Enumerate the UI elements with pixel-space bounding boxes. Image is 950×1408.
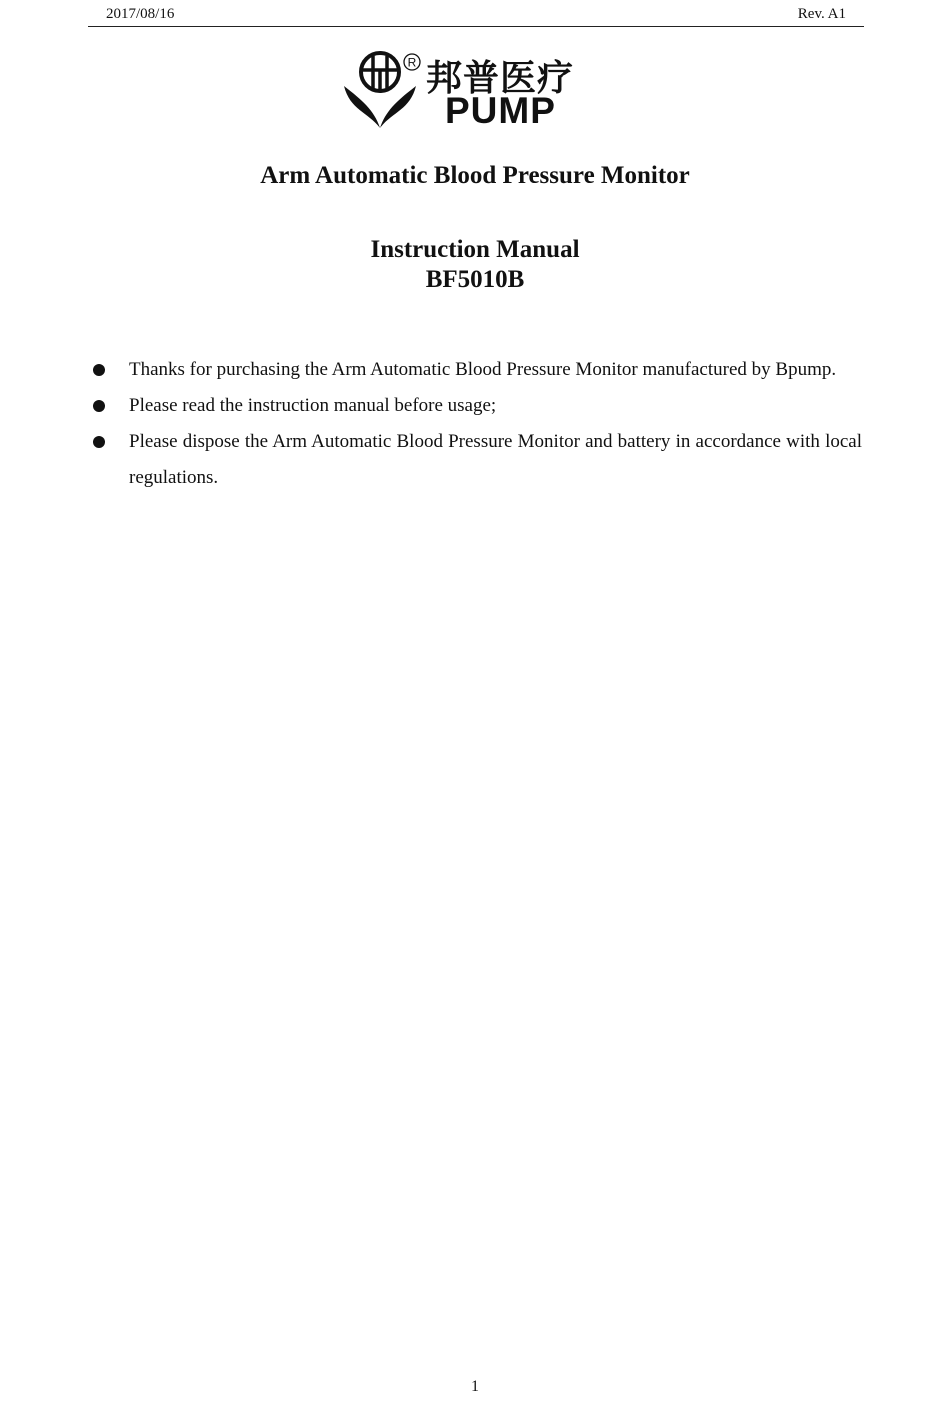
list-item: [88, 424, 862, 496]
list-item-text: Please dispose the Arm Automatic Blood Pressure Monitor and battery in accordance with local regulations.: [129, 431, 862, 488]
pump-logo-emblem-icon: [340, 48, 426, 132]
model-number: BF5010B: [425, 266, 525, 293]
registered-mark: R: [407, 55, 417, 70]
page-number: 1: [471, 1378, 479, 1395]
header-date: 2017/08/16: [106, 6, 175, 22]
pump-logo: [340, 48, 600, 132]
list-item-text: Please read the instruction manual before usage;: [129, 395, 497, 416]
list-item-text: Thanks for purchasing the Arm Automatic Blood Pressure Monitor manufactured by Bpump.: [129, 359, 837, 380]
bullet-icon: [93, 436, 105, 448]
logo-chinese-name: 邦普医疗: [426, 58, 575, 99]
list-item: [88, 388, 862, 424]
logo-english-name: PUMP: [445, 90, 556, 131]
intro-bullet-list: [88, 352, 862, 496]
bullet-icon: [93, 400, 105, 412]
page-header: [88, 4, 864, 27]
product-title: Arm Automatic Blood Pressure Monitor: [260, 162, 690, 189]
list-item: [88, 352, 862, 388]
header-revision: Rev. A1: [797, 6, 846, 22]
document-title: Instruction Manual: [370, 236, 580, 263]
bullet-icon: [93, 364, 105, 376]
